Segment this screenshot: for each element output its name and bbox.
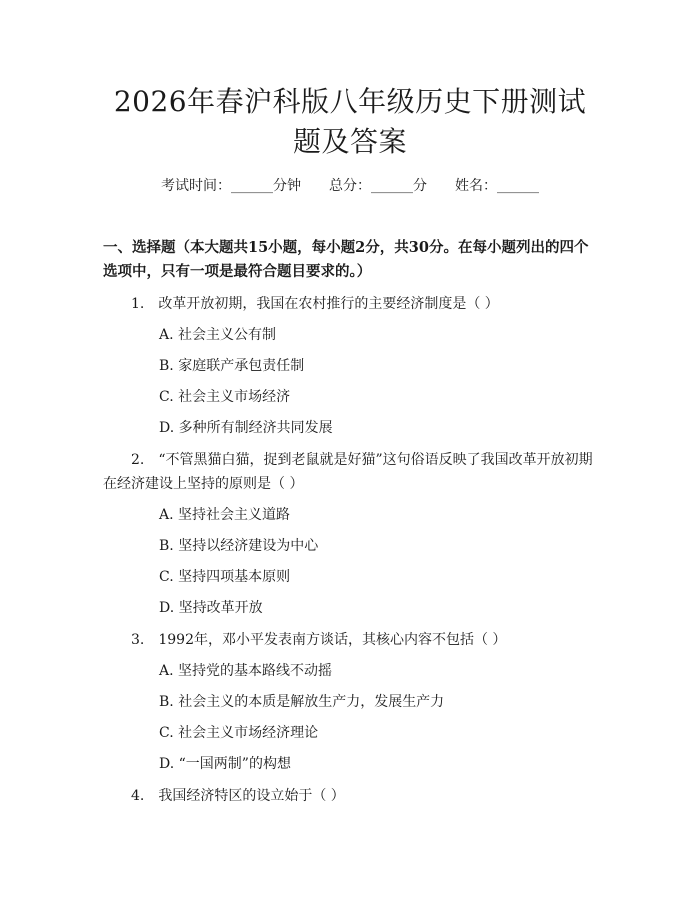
- page-title: 2026年春沪科版八年级历史下册测试题及答案: [113, 85, 587, 158]
- option-list: [103, 323, 597, 440]
- option-b: B. 社会主义的本质是解放生产力，发展生产力: [159, 694, 445, 710]
- question-4: [103, 784, 597, 808]
- question-2: [103, 448, 597, 620]
- exam-info-line: 考试时间：______分钟 总分：______分 姓名：______: [161, 178, 539, 194]
- option-a: A. 社会主义公有制: [159, 327, 277, 343]
- option-list: [103, 659, 597, 776]
- option-a: A. 坚持社会主义道路: [159, 507, 291, 523]
- question-list: [103, 292, 597, 808]
- option-list: [103, 503, 597, 620]
- option-a: A. 坚持党的基本路线不动摇: [159, 663, 333, 679]
- option-d: D. 坚持改革开放: [159, 600, 263, 616]
- question-stem: 3. 1992年，邓小平发表南方谈话，其核心内容不包括（ ）: [131, 632, 507, 648]
- question-stem: 1. 改革开放初期，我国在农村推行的主要经济制度是（ ）: [131, 296, 499, 312]
- question-stem: 4. 我国经济特区的设立始于（ ）: [131, 788, 345, 804]
- question-1: [103, 292, 597, 440]
- question-stem: 2. “不管黑猫白猫，捉到老鼠就是好猫”这句俗语反映了我国改革开放初期在经济建设上坚持的原则是（ ）: [103, 452, 593, 492]
- option-d: D. 多种所有制经济共同发展: [159, 420, 333, 436]
- option-d: D. “一国两制”的构想: [159, 756, 291, 772]
- option-b: B. 坚持以经济建设为中心: [159, 538, 319, 554]
- option-c: C. 社会主义市场经济: [159, 389, 291, 405]
- question-3: [103, 628, 597, 776]
- option-c: C. 社会主义市场经济理论: [159, 725, 319, 741]
- option-c: C. 坚持四项基本原则: [159, 569, 291, 585]
- section-heading: 一、选择题（本大题共15小题，每小题2分，共30分。在每小题列出的四个选项中，只有一项是最符合题目要求的。）: [103, 239, 589, 280]
- option-b: B. 家庭联产承包责任制: [159, 358, 305, 374]
